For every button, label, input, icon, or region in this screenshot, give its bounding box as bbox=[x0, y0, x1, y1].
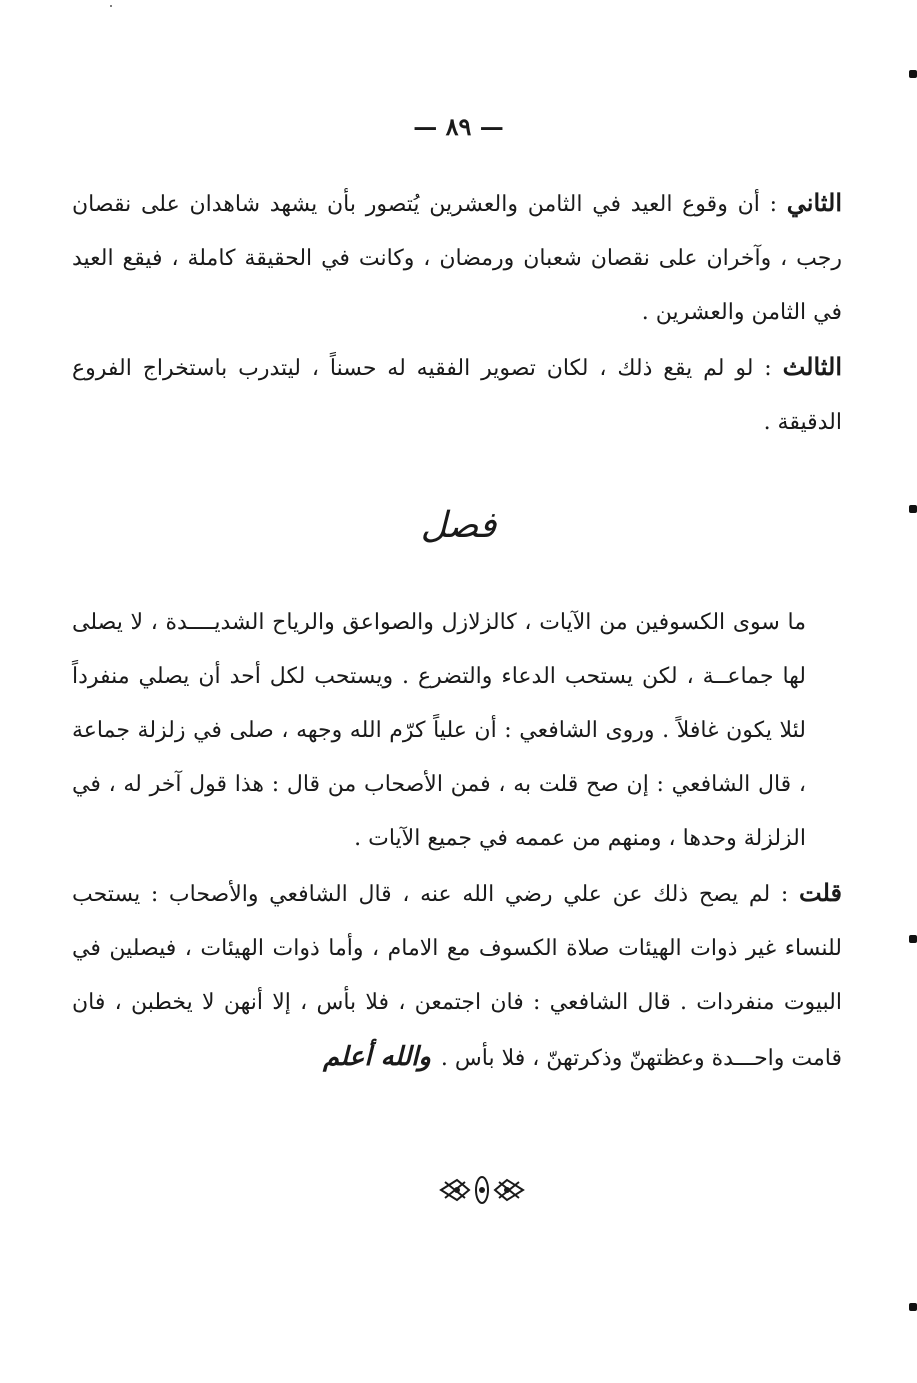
page-number: — ٨٩ — bbox=[413, 112, 504, 141]
paragraph-lead: قلت bbox=[799, 878, 842, 907]
paragraph-lead: الثالث bbox=[782, 352, 842, 381]
paragraph-body: ما سوى الكسوفين من الآيات ، كالزلازل والصواعق والرياح الشديــــدة ، لا يصلى لها جماعــة ، لكن يستحب الدعاء والتضرع . ويستحب لكل أحد أن يصلي منفرداً لئلا يكون غافلاً . وروى الشافعي : أن علياً كرّم الله وجهه ، صلى في زلزلة جماعة ، قال الشافعي : إن صح قلت به ، فمن الأصحاب من قال : هذا قول آخر له ، في الزلزلة وحدها ، ومنهم من عممه في جميع الآيات . bbox=[72, 610, 806, 851]
paragraph-signs bbox=[72, 596, 842, 866]
stray-mark bbox=[110, 5, 112, 7]
paragraph-lead: الثاني bbox=[786, 188, 842, 217]
section-title: فصل bbox=[420, 505, 497, 546]
paragraph-third bbox=[72, 340, 842, 450]
page-edge-mark bbox=[909, 505, 917, 513]
text-block-bottom bbox=[72, 596, 842, 1086]
floral-ornament-icon bbox=[437, 1172, 527, 1208]
paragraph-body: : لو لم يقع ذلك ، لكان تصوير الفقيه له حسناً ، ليتدرب باستخراج الفروع الدقيقة . bbox=[72, 356, 842, 435]
text-block-top bbox=[72, 176, 842, 450]
page-edge-mark bbox=[909, 70, 917, 78]
paragraph-qultu bbox=[72, 866, 842, 1086]
paragraph-second bbox=[72, 176, 842, 340]
page-edge-mark bbox=[909, 935, 917, 943]
closing-phrase: والله أعلم bbox=[322, 1042, 431, 1072]
paragraph-body: : أن وقوع العيد في الثامن والعشرين يُتصور بأن يشهد شاهدان على نقصان رجب ، وآخران على نقصان شعبان ورمضان ، وكانت في الحقيقة كاملة ، فيقع العيد في الثامن والعشرين . bbox=[72, 192, 842, 325]
page-edge-mark bbox=[909, 1303, 917, 1311]
paragraph-body: : لم يصح ذلك عن علي رضي الله عنه ، قال الشافعي والأصحاب : يستحب للنساء غير ذوات الهيئات صلاة الكسوف مع الامام ، وأما ذوات الهيئات ، فيصلين في البيوت منفردات . قال الشافعي : فان اجتمعن ، فلا بأس ، إلا أنهن لا يخطبن ، فان قامت واحـــدة وعظتهنّ وذكرتهنّ ، فلا بأس . bbox=[72, 882, 842, 1071]
